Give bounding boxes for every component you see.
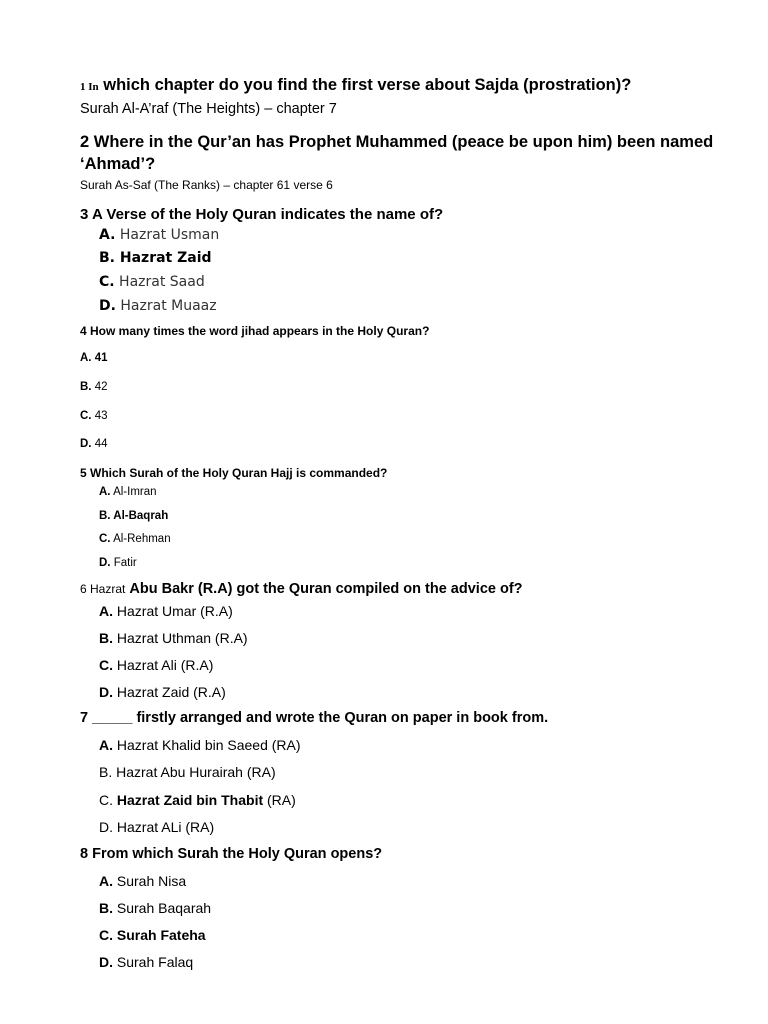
question-6-option-a: A. Hazrat Umar (R.A) [99, 603, 233, 619]
question-3-option-b: B. Hazrat Zaid [99, 250, 212, 266]
question-1-answer: Surah Al-A’raf (The Heights) – chapter 7 [80, 101, 337, 117]
question-2-answer: Surah As-Saf (The Ranks) – chapter 61 verse 6 [80, 178, 333, 192]
question-8-option-b: B. Surah Baqarah [99, 900, 212, 916]
question-4: 4 How many times the word jihad appears in the Holy Quran? [80, 324, 430, 338]
question-7-option-a: A. Hazrat Khalid bin Saeed (RA) [99, 737, 301, 753]
question-6-option-d: D. Hazrat Zaid (R.A) [99, 684, 226, 700]
question-8-option-c: C. Surah Fateha [99, 927, 206, 943]
question-7-option-c: C. Hazrat Zaid bin Thabit (RA) [99, 792, 296, 808]
question-4-option-d: D. 44 [80, 438, 108, 450]
question-6-text: Abu Bakr (R.A) got the Quran compiled on the advice of? [129, 581, 523, 597]
question-3-option-a: A. Hazrat Usman [99, 227, 220, 243]
question-7-option-d: D. Hazrat ALi (RA) [99, 819, 215, 835]
question-3: 3 A Verse of the Holy Quran indicates the name of? [80, 206, 444, 223]
question-2: 2 Where in the Qur’an has Prophet Muhammed (peace be upon him) been named ‘Ahmad’? [80, 133, 714, 173]
question-6 [80, 581, 523, 597]
question-4-option-a: A. 41 [80, 352, 108, 364]
question-5-option-d: D. Fatir [99, 557, 137, 569]
question-6-option-b: B. Hazrat Uthman (R.A) [99, 630, 248, 646]
question-8-option-a: A. Surah Nisa [99, 873, 187, 889]
question-5-option-a: A. Al-Imran [99, 486, 157, 498]
question-1-text: which chapter do you find the first verse about Sajda (prostration)? [103, 76, 632, 94]
question-1-number: 1 In [80, 81, 99, 93]
question-8-option-d: D. Surah Falaq [99, 954, 194, 970]
question-5-option-c: C. Al-Rehman [99, 533, 171, 545]
question-8: 8 From which Surah the Holy Quran opens? [80, 846, 383, 862]
question-7-option-b: B. Hazrat Abu Hurairah (RA) [99, 764, 276, 780]
question-3-option-c: C. Hazrat Saad [99, 274, 205, 290]
question-5: 5 Which Surah of the Holy Quran Hajj is commanded? [80, 466, 388, 480]
question-5-option-b: B. Al-Baqrah [99, 510, 169, 522]
question-4-option-b: B. 42 [80, 381, 108, 393]
question-1 [80, 76, 631, 95]
question-7: 7 _____ firstly arranged and wrote the Quran on paper in book from. [80, 710, 549, 726]
question-6-number: 6 Hazrat [80, 582, 126, 596]
question-4-option-c: C. 43 [80, 410, 108, 422]
question-3-option-d: D. Hazrat Muaaz [99, 298, 217, 314]
question-6-option-c: C. Hazrat Ali (R.A) [99, 657, 214, 673]
